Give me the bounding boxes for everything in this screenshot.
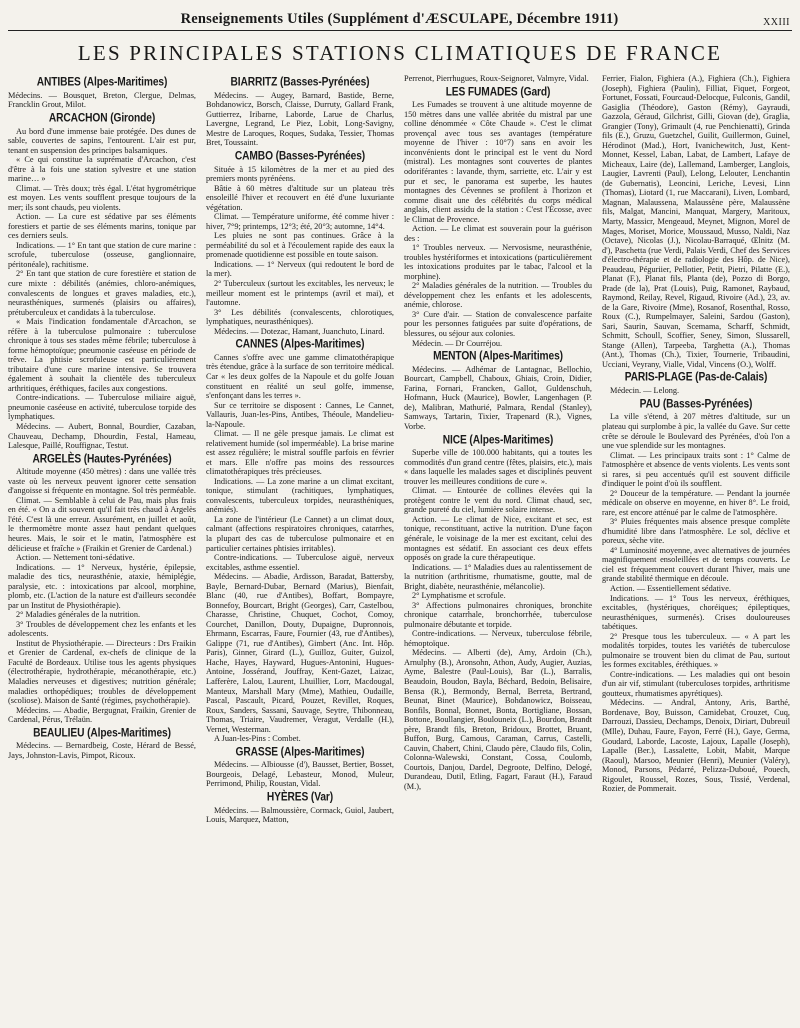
- arcachon-indications-3: « Mais l'indication fondamentale d'Arcachon, se réfère à la tuberculose pulmonaire : tuberculose chronique à tous ses stades même fébrile; tuberculose à forme hémoptoïque; pneumonie caséeuse en période de trêve. La phtisie scrofuleuse est particulièrement tributaire d'une cure marine intensive. Se trouvera également à souhait la clientèle des tuberculeux arthritiques, éréthiques, faciles aux congestions.: [8, 317, 196, 393]
- cannes-indications-2: La zone de l'intérieur (Le Cannet) a un climat doux, calmant (affections respiratoires chroniques, catarrhes, la plupart des cas de tuberculose pulmonaire et en particulier certaines phtisies irritables).: [206, 514, 394, 553]
- argeles-indications-1: Indications. — 1° Nerveux, hystérie, épilepsie, maladie des tics, neurasthénie, ataxie, hémiplégie, paralysie, etc. : intoxications par alcool, morphine, plomb, etc. (L'action de la nature est d'ailleurs secondée par un Institut de Physiothérapie).: [8, 562, 196, 610]
- medecins-antibes: Médecins. — Bousquet, Breton, Clergue, Delmas, Francklin Grout, Milot.: [8, 90, 196, 110]
- station-heading-fumades: LES FUMADES (Gard): [445, 85, 551, 99]
- station-heading-biarritz: BIARRITZ (Basses-Pyrénées): [230, 76, 370, 89]
- medecins-menton: Médecins. — Adhémar de Lantagnac, Bellochio, Bourcart, Campbell, Chaboux, Ghiais, Croin, Didier, Farina, Fornari, Francken, Gallot, Guldenschuh, Hofmann, Huck (Maurice), Bowler, Langenhagen (P. de), Malibran, Mathurié, Palmara, Rendal (Stanley), Samways, Tartarin, Tixier, Trapenard (R.), Vignes, Vorbe.: [404, 364, 592, 431]
- cambo-climat: Climat. — Température uniforme, été comme hiver : hiver, 7°9; printemps, 12°3; été, 20°3; automne, 14°4.: [206, 212, 394, 231]
- station-heading-antibes: ANTIBES (Alpes-Maritimes): [36, 76, 168, 89]
- station-heading-grasse: GRASSE (Alpes-Maritimes): [235, 745, 365, 759]
- station-heading-pau: PAU (Basses-Pyrénées): [639, 397, 753, 411]
- medecins-fumades: Médecin. — Dr Courréjou.: [412, 338, 503, 348]
- column-1: [8, 74, 196, 825]
- station-heading-beaulieu: BEAULIEU (Alpes-Maritimes): [33, 726, 171, 740]
- page-number: XXIII: [763, 17, 790, 28]
- cannes-climat: Climat. — Il ne gèle presque jamais. Le climat est relativement humide (sol imperméable). La brise marine est assez régulière; le mistral souffle parfois en février et mars. Elle n'offre pas moins des ressources climatothérapiques très précieuses.: [206, 429, 394, 477]
- fumades-indications-2: 2° Maladies générales de la nutrition. — Troubles du développement chez les enfants et les adolescents, anémie, chlorose.: [404, 281, 592, 310]
- medecins-hyeres-continued: Perrenot, Pierrhugues, Roux-Seignoret, Valmyre, Vidal.: [404, 74, 589, 83]
- station-heading-cannes: CANNES (Alpes-Maritimes): [235, 338, 365, 351]
- station-heading-hyeres: HYÈRES (Var): [266, 791, 334, 804]
- cannes-juan-les-pins: A Juan-les-Pins : Combet.: [214, 734, 301, 744]
- argeles-action: Action. — Nettement toni-sédative.: [16, 553, 135, 563]
- argeles-indications-3: 3° Troubles de développement chez les enfants et les adolescents.: [8, 619, 196, 639]
- column-3: [404, 74, 592, 825]
- fumades-paragraph-1: Les Fumades se trouvent à une altitude moyenne de 150 mètres dans une vallée abritée du mistral par une colline dénommée « Côte Chaude ». C'est le climat provençal avec tous ses avantages (température moyenne de l'hiver : 10°7) sans en avoir les inconvénients dont le principal est le vent du Nord (mistral). Les montagnes sont couvertes de plantes odoriférantes : lavande, thym, sarriette, etc. L'air y est pur et sec, le panorama est superbe, les hautes montagnes des Cévennes se profilent à l'horizon et comme disait une des célébrités du corps médical anglais, client assidu de la station : C'est l'Écosse, avec le Climat de Provence.: [404, 100, 592, 224]
- medecins-grasse: Médecins. — Albiousse (d'), Bausset, Bertier, Bosset, Bourgeois, Delagé, Lebasteur, Monod, Muleur, Perrimond, Philip, Roustan, Vidal.: [206, 760, 394, 789]
- medecins-nice: Médecins. — Alberti (de), Amy, Ardoin (Ch.), Arnulphy (B.), Aronsohn, Athon, Audy, Augier, Auzias, Ayme, Balestre (Paul-Louis), Bar (L.), Barralis, Beaudoin, Boudon, Bayla, Béchard, Bedoin, Belisaire, Bensa (R.), Bermondy, Bernal, Berreta, Bertrand, Beunat, Binet (Maurice), Bohdanowicz, Boisseau, Bonfils, Bonnal, Bonnet, Bonta, Bortigliane, Bossan, Bottone, Boullangier, Boulouneix (L.), Bourdon, Brandt père, Brandt fils, Breton, Bridoux, Brottet, Bruant, Buffon, Burg, Camous, Caraman, Carrus, Castelli, Cauvin, Chabert, Chini, Claudo père, Claudo fils, Colin, Colonna-Walewski, Constant, Cossa, Coulomb, Courtois, Danjou, Dardel, Degroote, Delfino, Delogé, Durandeau, Dutil, Etling, Fagart, Faraut (H.), Faraud (M.),: [404, 648, 592, 791]
- station-heading-nice: NICE (Alpes-Maritimes): [442, 433, 554, 447]
- pau-climat-3: 3° Pluies fréquentes mais absence presque complète d'humidité libre dans l'atmosphère. Le sol, déclive et poreux, sèche vite.: [602, 517, 790, 546]
- medecins-beaulieu: Médecins. — Bernardbeig, Coste, Hérard de Bessé, Jays, Johnston-Lavis, Pimpot, Ricoux.: [8, 741, 196, 760]
- pau-climat: Climat. — Les principaux traits sont : 1° Calme de l'atmosphère et absence de vents violents. Les vents sont si rares, si peu accentués qu'il est souvent difficile d'indiquer le point d'où ils soufflent.: [602, 450, 790, 489]
- pau-contre-indications: Contre-indications. — Les maladies qui ont besoin d'un air vif, stimulant (tuberculoses torpides, arthritisme goutteux, rhumatismes apyrétiques).: [602, 669, 790, 698]
- medecins-cambo: Médecins. — Dotezac, Hamant, Juanchuto, Linard.: [214, 326, 385, 336]
- pau-climat-2: 2° Douceur de la température. — Pendant la journée médicale on observe en moyenne, en hiver 8°. Le froid, rare, est encore atténué par le calme de l'atmosphère.: [602, 488, 790, 517]
- nice-action: Action. — Le climat de Nice, excitant et sec, est tonique, reconstituant, active la nutrition. D'une façon générale, le voisinage de la mer est excitant, celui des montagnes est sédatif. En associant ces deux effets opposés on grade la cure thérapeutique.: [404, 514, 592, 563]
- cambo-paragraph-3: Les pluies ne sont pas continues. Grâce à la perméabilité du sol et à l'écoulement rapide des eaux la promenade quotidienne est possible en toute saison.: [206, 231, 394, 260]
- medecins-argeles: Médecins. — Abadie, Bergugnat, Fraikin, Grenier de Cardenal, Pérus, Trélaün.: [8, 705, 196, 725]
- pau-indications-2: 2° Presque tous les tuberculeux. — « A part les modalités torpides, toutes les variétés de tuberculose pulmonaire se trouvent bien du climat de Pau, surtout les formes excitables, éréthiques. »: [602, 631, 790, 670]
- arcachon-contre-indications: Contre-indications. — Tuberculose miliaire aiguë, pneumonie caséeuse en activité, tuberculose torpide des lymphatiques.: [8, 393, 196, 422]
- fumades-action: Action. — Le climat est souverain pour la guérison des :: [404, 224, 592, 243]
- medecins-paris-plage: Médecin. — Lelong.: [610, 386, 680, 396]
- cannes-indications-1: Indications. — La zone marine a un climat excitant, tonique, stimulant (rachitiques, lymphatiques, convalescents, tuberculeux torpides, neurasthéniques, anémiés).: [206, 476, 394, 515]
- medecins-biarritz: Médecins. — Augey, Barnard, Bastide, Berne, Bohdanowicz, Borsch, Claisse, Durruty, Gallard Frank, Guttierrez, Iribarne, Laborde, Larue de Charlus, Lavergne, Legrand, Le Piez, Lobit, Long-Savigny, Mestre de Laroques, Roques, Sudaka, Tessier, Thomas Bret, Toussaint.: [206, 90, 394, 148]
- pau-indications-1: Indications. — 1° Tous les nerveux, éréthiques, excitables, (hystériques, choréiques; épileptiques, neurasthéniques, surmenés). Crises douloureuses tabétiques.: [602, 593, 790, 632]
- station-heading-argeles: ARGELÈS (Hautes-Pyrénées): [32, 452, 172, 466]
- medecins-cannes: Médecins. — Abadie, Ardisson, Baradat, Battersby, Bayle, Bernard-Dubar, Bernard (Marius), Bienfait, Blanc (40, rue d'Antibes), Boffart, Bompayre, Bonnefoy, Bourcart, Bright (Georges), Carr, Castelbou, Charasse, Christine, Chuquet, Cochot, Comoy, Courchet, Danillon, Douty, Dupaigne, Dupronnois, Ehrmann, Escarras, Faure, Fournier (43, rue d'Antibes), Galippe (71, rue d'Antibes), Gimbert (Anc. Int. Hôp. Paris), Ginner, Girard (L.), Guilloz, Guiter, Guizol, Hache, Hayes, Hayward, Hugues-Antonini, Hugues-Antoine, Jossérand, Jouffray, Kent-Gazet, Laizac, Lafferère, Lalou, Laurent, Lhuillier, Lorr, Macdougal, Manteux, Marshall Mary (Mme), Mathieu, Oudaille, Pascal, Pascault, Picard, Pouzet, Revillet, Roques, Roux, Sanders, Sassani, Sauvage, Seytre, Thibonneau, Thomas, Triaire, Vaudremer, Veragut, Verdalle (H.), Vernet, Westerman.: [206, 572, 394, 734]
- cambo-indications-1: Indications. — 1° Nerveux (qui redoutent le bord de la mer).: [206, 259, 394, 279]
- station-heading-menton: MENTON (Alpes-Maritimes): [433, 350, 563, 363]
- arcachon-climat: Climat. — Très doux; très égal. L'état hygrométrique est moyen. Les vents soufflent presque toujours de la mer; ils sont chauds, peu violents.: [8, 183, 196, 212]
- nice-indications-1: Indications. — 1° Maladies dues au ralentissement de la nutrition (arthritisme, rhumatisme, goutte, mal de Bright, diabète, neurasthénie, mélancolie).: [404, 562, 592, 591]
- argeles-paragraph-1: Altitude moyenne (450 mètres) : dans une vallée très vaste où les nerveux peuvent ignorer cette sensation d'angoisse si fréquente en montagne. Sol très perméable.: [8, 467, 196, 496]
- cambo-paragraph-1: Située à 15 kilomètres de la mer et au pied des premiers monts pyrénéens.: [206, 164, 394, 184]
- cannes-paragraph-1: Cannes s'offre avec une gamme climatothérapique très étendue, grâce à la surface de son territoire médical. Car « les deux golfes de la Napoule et du golfe Jouan constituent en réalité un seul golfe, immense, s'enfonçant dans les terres ».: [206, 352, 394, 401]
- cambo-paragraph-2: Bâtie à 60 mètres d'altitude sur un plateau très ensoleillé l'hiver et recouvert en été d'une luxuriante végétation.: [206, 183, 394, 212]
- cannes-contre-indications: Contre-indications. — Tuberculose aiguë, nerveux excitables, asthme essentiel.: [206, 553, 394, 572]
- arcachon-indications-2: 2° En tant que station de cure forestière et station de cure mixte : débilités (anémies, chloro-anémiques, convalescents de longues et graves maladies, etc.), neurasthéniques, surmenés (plaisirs ou affaires), prétuberculeux et candidats à la tuberculose.: [8, 269, 196, 317]
- medecins-pau: Médecins. — Andral, Antony, Aris, Barthé, Bordenave, Boy, Buisson, Camidebat, Crouzet, Cuq, Darrouzi, Dassieu, Dechamps, Denoix, Diriart, Dubreuil (Mlle), Duhau, Faure, Fayon, Ferré (H.), Gaye, Germa, Goudard, Laborde, Lacoste, Lajoux, Lapalle (Joseph), Lapalle (Ber.), Lassalette, Lobit, Mabit, Marque (Raoul), Marsoo, Meunier (Henri), Meunier (Valéry), Monod, Parsons, Pédarré, Pelizza-Duboué, Pouech, Rigoulet, Roussel, Rozes, Sous, Tissié, Verdenal, Rozier, de Pommerait.: [602, 698, 790, 794]
- argeles-institut: Institut de Physiothérapie. — Directeurs : Drs Fraikin et Grenier de Cardenal, ex-chefs de clinique de la Faculté de Bordeaux. Utilise tous les agents physiques (électrothérapie, hydrothérapie, mécanothérapie, etc.) Maladies nerveuses et digestives; nutrition générale; maladies orthopédiques; troubles de développement (scoliose). Maison de Santé (régimes, psychothérapie).: [8, 638, 196, 706]
- nice-paragraph-1: Superbe ville de 100.000 habitants, qui a toutes les commodités d'un grand centre (fêtes, plaisirs, etc.), mais « dans laquelle les malades sages et disciplinés peuvent trouver les meilleures conditions de cure ».: [404, 448, 592, 486]
- cannes-paragraph-2: Sur ce territoire se disposent : Cannes, Le Cannet, Vallauris, Juan-les-Pins, Antibes, Théoule, Mandelieu-la-Napoule.: [206, 400, 394, 429]
- argeles-climat: Climat. — Semblable à celui de Pau, mais plus frais en été. « On a dit souvent qu'il fait très chaud à Argelès l'été. C'est là une erreur. Assurément, en juillet et août, le thermomètre monte assez haut pendant quelques heures. Mais, le soir et le matin, l'atmosphère est délicieuse et fraîche » (Fraikin et Grenier de Cardenal.): [8, 495, 196, 553]
- nice-contre-indications: Contre-indications. — Nerveux, tuberculose fébrile, hémoptoïque.: [404, 629, 592, 648]
- medecins-nice-continued: Ferrier, Fialon, Fighiera (A.), Fighiera (Ch.), Fighiera (Joseph), Fighiera (Paulin), Filliat, Fiquet, Forgeot, Fortunet, Fossati, Fourcaud-Delocque, Fulconis, Gandil, Gasiglia (Théodore), Gaston (Rémy), Gayraudi, Gazzola, Géraud, Gilchrist, Gilli, Giovan (de), Graglia, Grangier (Tony), Grimault (4, rue Penchienatti), Grinda fils (E.), Gruzu, Guetzchel, Guilit, Guillermon, Guinel, Hérodinot (Mad.), Hort, Ivanichewitch, Just, Kent-Monnet, Kessel, Laban, Labat, de Lambert, Lafaye de Micheaux, Laire (de), Lallemand, Lamberger, Langlois, Laugier, Lavrenti (Paul), Lelong, Lelouter, Lenchantin (de Gubernatis), Leoncini, Leriche, Levesi, Linn (Thomas), Liotard (1, rue Maccarani), Liven, Lombard, Magnan, Malaussena, Malaussène père, Malaussène fils, Malgat, Mancini, Manquat, Margery, Maritoux, Marty, Massicr, Mengeaud, Meynet, Mignon, Morel de Mages, Moriset, Morice, Moussaud, Musso, Naldi, Naz (Octave), Nicolas (J.), Nicolau-Barraqué, Œlnitz (M. d'), Paschetta (rue Verdi, Palais Verdi, Chef des Services d'électro-thérapie et de radiologie des Hôp. de Nice), Peaudeau, Péguriier, Pellotier, Petit, Pietri, Pilatte (E.), Planat (F.), Planat fils, Planta (de), Pozzo di Borgo, Prade (de la), Prat (Louis), Puig, Ramonet, Raybaud, Raymond, Reilay, Revel, Rigaud, Rivoire (Ad.), 23, av. de la Gare, Rivoire (Mme), Rosanof, Rosenthal, Rosso, Roux (C.), Rumpelmayer, Saleini, Sardou (Gaston), Sari, Saurin, Sauvan, Scemama, Scharff, Schmidt, Schmitt, Schoull, Scoffier, Seney, Simon, Slussarell, Stange (Allen), Tarpeeba, Targhetta (A.), Thomas (Ant.), Thomas (Ch.), Tixier, Tournerie, Tribaudini, Ucciani, Veyrany, Vialle, Vidal, Vincens (O.), Wolff.: [602, 74, 790, 369]
- header-title: Renseignements Utiles (Supplément d'ÆSCULAPE, Décembre 1911): [180, 11, 619, 27]
- medecins-arcachon: Médecins. — Aubert, Bonnal, Bourdier, Cazaban, Chauveau, Dechamp, Dhourdin, Festal, Hameau, Lalesque, Paillé, Rouffignac, Testut.: [8, 421, 196, 451]
- station-heading-paris-plage: PARIS-PLAGE (Pas-de-Calais): [624, 371, 768, 385]
- argeles-indications-2: 2° Maladies générales de la nutrition.: [16, 610, 141, 620]
- column-2: [206, 74, 394, 825]
- nice-indications-3: 3° Affections pulmonaires chroniques, bronchite chronique catarrhale, bronchorrhée, tuberculose pulmonaire débutante et torpide.: [404, 600, 592, 629]
- page-banner-title: LES PRINCIPALES STATIONS CLIMATIQUES DE FRANCE: [77, 41, 723, 65]
- column-4: [602, 74, 790, 825]
- medecins-hyeres: Médecins. — Balmoussière, Cormack, Guiol, Jaubert, Louis, Marquez, Matton,: [206, 805, 394, 825]
- document-page: [8, 6, 792, 1016]
- cambo-indications-3: 3° Les débilités (convalescents, chlorotiques, lymphatiques, neurasthéniques).: [206, 307, 394, 327]
- station-heading-arcachon: ARCACHON (Gironde): [48, 111, 156, 125]
- arcachon-action: Action. — La cure est sédative par ses éléments forestiers et partie de ses éléments marins, tonique par ces derniers seuls.: [8, 212, 196, 241]
- pau-paragraph-1: La ville s'étend, à 207 mètres d'altitude, sur un plateau qui surplombe à pic, la vallée du Gave. Sur cette crête se déroule le Boulevard des Pyrénées, d'où l'on a une vue splendide sur les montagnes.: [602, 412, 790, 451]
- fumades-indications-3: 3° Cure d'air. — Station de convalescence parfaite pour les personnes fatiguées par suite d'opérations, de blessures, ou séjour aux colonies.: [404, 309, 592, 338]
- fumades-indications-1: 1° Troubles nerveux. — Nervosisme, neurasthénie, troubles hystériformes et intoxications (particulièrement les intoxications produites par le tabac, l'alcool et la morphine).: [404, 243, 592, 281]
- arcachon-indications-1: Indications. — 1° En tant que station de cure marine : scrofule, tuberculose (osseuse, ganglionnaire, péritonéale), rachitisme.: [8, 240, 196, 269]
- arcachon-paragraph-2: « Ce qui constitue la suprématie d'Arcachon, c'est d'être à la fois une station sylvestre et une station marine… »: [8, 155, 196, 184]
- station-heading-cambo: CAMBO (Basses-Pyrénées): [234, 150, 366, 163]
- cambo-indications-2: 2° Tuberculeux (surtout les excitables, les nerveux; le meilleur moment est le printemps (avril et mai), et l'automne.: [206, 279, 394, 308]
- nice-climat: Climat. — Entourée de collines élevées qui la protègent contre le vent du nord. Climat chaud, sec, grande pureté du ciel, lumière solaire intense.: [404, 486, 592, 515]
- arcachon-paragraph-1: Au bord d'une immense baie protégée. Des dunes de sable, couvertes de sapins, l'entourent. L'air est pur, tenant en suspension des principes balsamiques.: [8, 126, 196, 155]
- pau-climat-4: 4° Luminosité moyenne, avec alternatives de journées magnifiquement ensoleillées et de temps couverts. Le ciel est fréquemment couvert durant l'hiver, mais une grande stabilité thermique en découle.: [602, 545, 790, 584]
- running-header: [8, 6, 792, 31]
- columns: [8, 74, 792, 825]
- pau-action: Action. — Essentiellement sédative.: [610, 584, 731, 593]
- nice-indications-2: 2° Lymphatisme et scrofule.: [412, 591, 506, 601]
